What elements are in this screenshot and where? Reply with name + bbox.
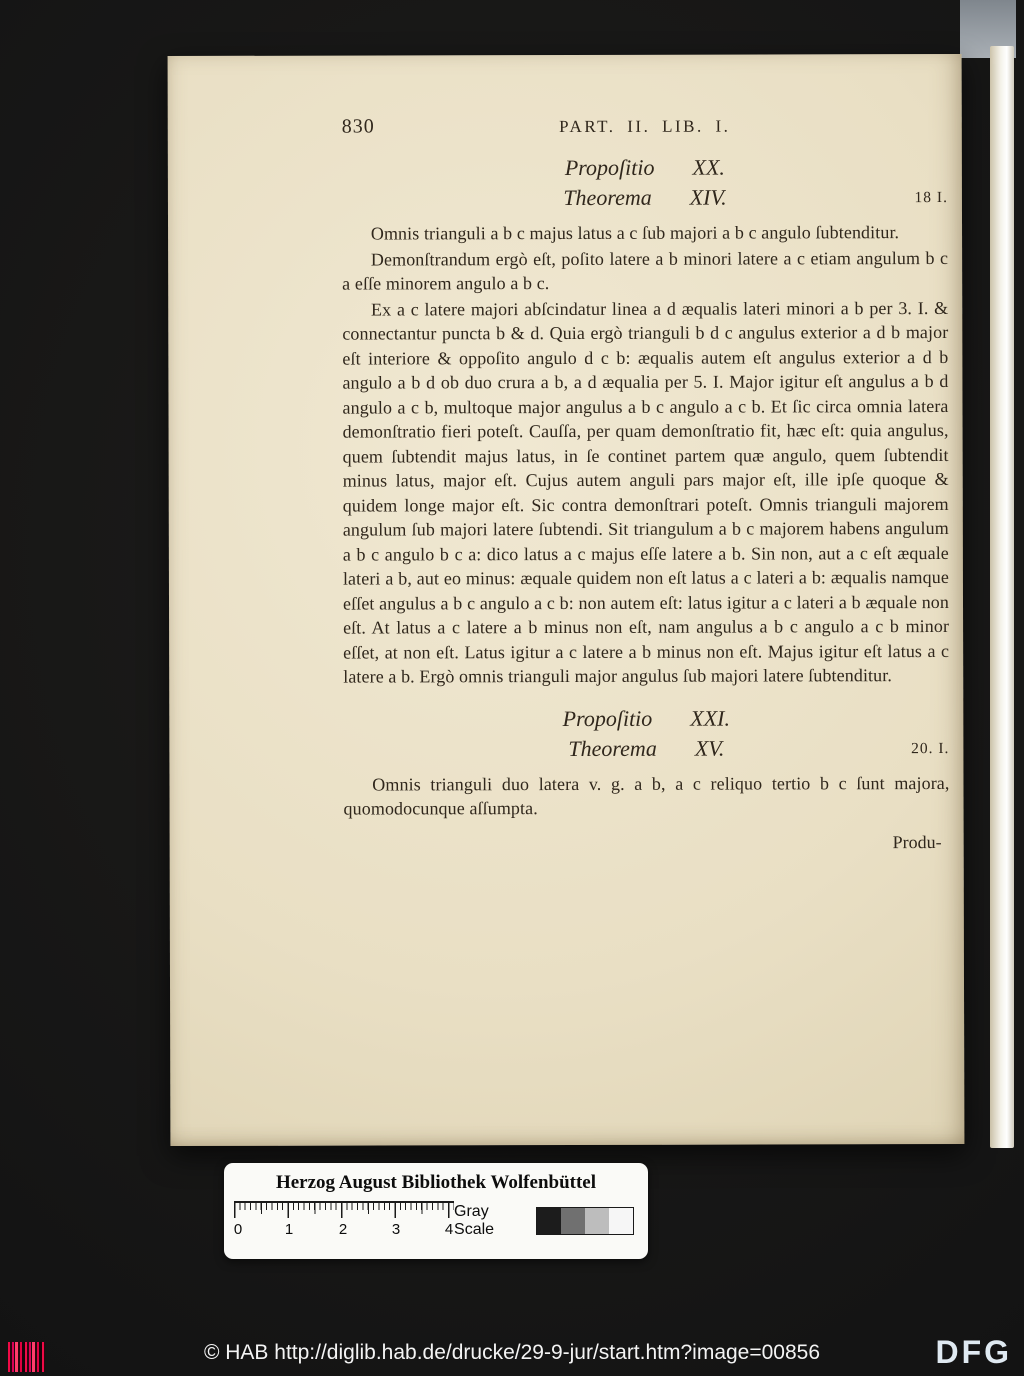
proposition-title-numeral: XX.: [692, 154, 725, 180]
paragraph: Omnis trianguli a b c majus latus a c ſub majori a b c angulo ſubtenditur.: [370, 222, 900, 244]
ruler-number: 3: [391, 1221, 401, 1238]
book-fore-edge: [990, 46, 1014, 1148]
margin-reference: 20. I.: [911, 739, 950, 757]
proposition-20-body: [342, 220, 949, 689]
proposition-title-word: Propoſitio: [562, 705, 653, 731]
proposition-21-title: [343, 703, 949, 732]
ruler-number: 2: [338, 1221, 348, 1238]
page-number: 830: [341, 115, 375, 138]
catchword: Produ-: [892, 831, 942, 852]
theorem-title-numeral: XV.: [694, 735, 725, 761]
running-title: PART. II. LIB. I.: [559, 116, 731, 137]
gray-scale-step: [585, 1208, 609, 1234]
gray-scale-step: [537, 1208, 561, 1234]
paragraph: Demonſtrandum ergò eſt, poſito latere a b minori latere a c etiam angulum b c a eſſe minorem angulo a b c.: [342, 247, 949, 294]
proposition-21-heading: [343, 703, 949, 762]
theorem-14-title: [342, 183, 948, 212]
theorem-title-word: Theorema: [563, 184, 652, 211]
ruler-ticks: [234, 1201, 454, 1219]
ruler-numbers: [234, 1221, 454, 1239]
dfg-logo: DFG: [935, 1334, 1012, 1370]
ruler-number: 4: [444, 1221, 454, 1238]
calibration-card: [224, 1163, 648, 1259]
theorem-15-title: [343, 733, 949, 762]
calibration-row: [224, 1194, 648, 1241]
paragraph: Omnis trianguli duo latera v. g. a b, a c reliquo tertio b c ſunt majora, quomodocunque aſſumpta.: [343, 772, 950, 819]
scanned-book-page: [168, 54, 965, 1146]
gray-scale-step: [561, 1208, 585, 1234]
theorem-14-row: [342, 183, 948, 212]
library-name: Herzog August Bibliothek Wolfenbüttel: [275, 1172, 597, 1193]
proposition-21-body: [343, 770, 949, 821]
gray-scale-step: [609, 1208, 633, 1234]
theorem-title-numeral: XIV.: [689, 184, 727, 210]
page-text-block: [168, 54, 964, 855]
ruler-number: 1: [284, 1221, 294, 1238]
cm-ruler: [234, 1201, 454, 1241]
proposition-title-numeral: XXI.: [690, 705, 731, 731]
margin-reference: 18 I.: [914, 188, 948, 207]
proposition-title-word: Propoſitio: [564, 154, 655, 181]
theorem-title-word: Theorema: [568, 735, 657, 761]
gray-scale-group: [454, 1203, 634, 1239]
page-header: [342, 114, 948, 139]
proposition-20-title: [342, 153, 948, 182]
theorem-15-row: [343, 733, 949, 762]
paragraph: Ex a c latere majori abſcindatur linea a d æqualis lateri minori a b per 3. I. & connectantur puncta b & d. Quia ergò trianguli b d c angulus exterior a d b major eſt interiore & oppoſito angulo d c b: æqualis autem eſt angulus exterior a d b angulo a b d ob duo crura a b, a d æqualia per 5. I. Major igitur eſt angulus a b d angulo a c b, multoque major angulus a b c angulo a c b. Et ſic circa omnia latera demonſtratio fieri poteſt. Cauſſa, per quam demonſtratio fit, hæc eſt: quia angulus, quem ſubtendit majus latus, in ſe continet partem quæ angulo, quem ſubtendit minus latus, major eſt. Cujus autem anguli pars major eſt, ille ipſe quoque & quidem longe major eſt. Sic contra demonſtrari poteſt. Omnis trianguli majorem angulum ſub majori latere ſubtendi. Sit triangulum a b c majorem habens angulum a b c angulo b c a: dico latus a c majus eſſe latere a b. Sin non, aut a c eſt æquale lateri a b, aut eo minus: æquale quidem non eſt latus a c lateri a b: æqualis namque eſſet angulus a b c angulo a c b: non autem eſt: latus igitur a c lateri a b æquale non eſt. At latus a c latere a b minus non eſt, nam angulus a b c angulo a c b minor eſſet, at non eſt. Latus igitur a c latere a b minus non eſt. Majus igitur eſt latus a c latere a b. Ergò omnis trianguli major angulus ſub majori latere ſubtenditur.: [342, 297, 950, 687]
proposition-20-heading: [342, 153, 948, 212]
ruler-number: 0: [233, 1221, 243, 1238]
gray-scale-label: Gray Scale: [454, 1203, 495, 1238]
credit-url: © HAB http://diglib.hab.de/drucke/29-9-jur/start.htm?image=00856: [203, 1341, 821, 1364]
gray-scale-patches: [536, 1207, 634, 1235]
